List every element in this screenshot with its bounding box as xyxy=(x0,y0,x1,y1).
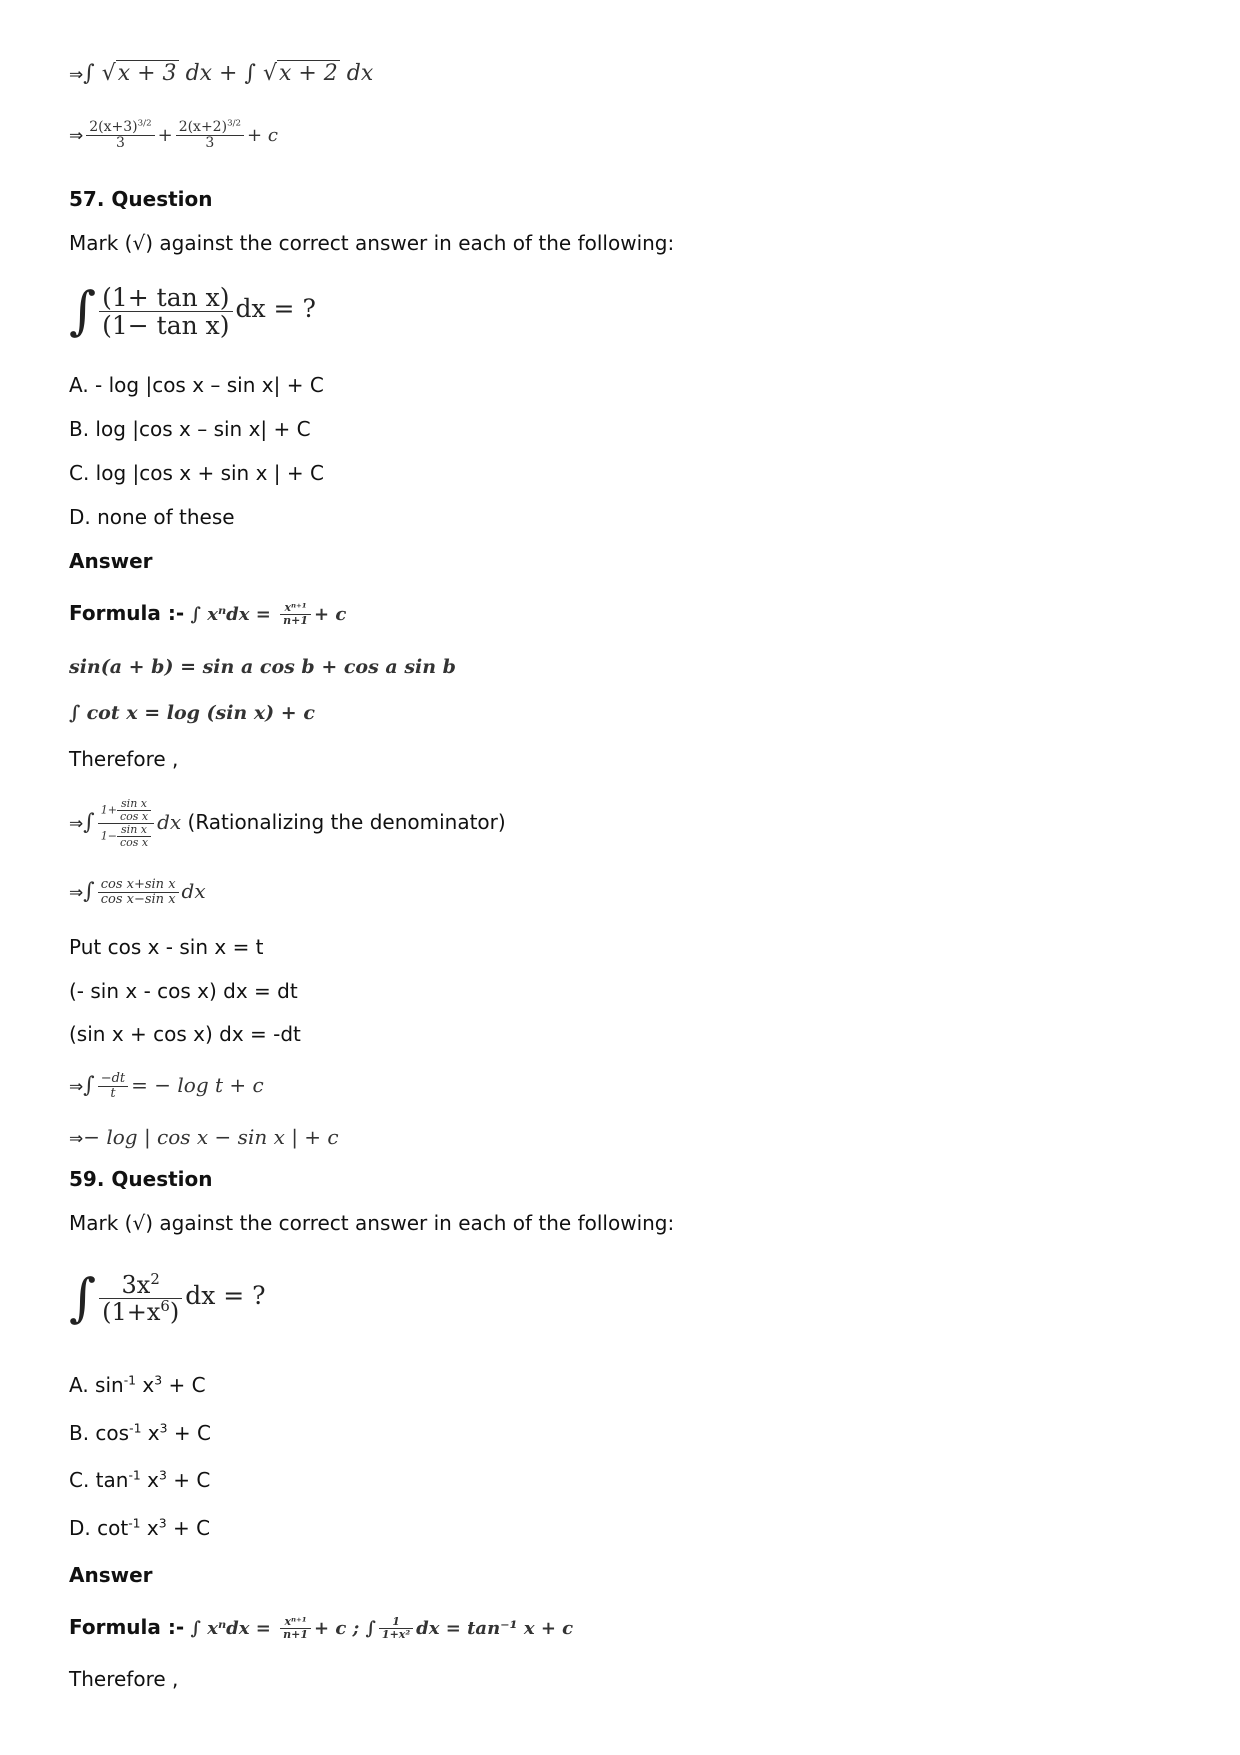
denominator: cos x xyxy=(119,836,149,850)
numerator: (1+ tan x) xyxy=(99,284,232,313)
step-note: (Rationalizing the denominator) xyxy=(187,810,506,834)
numerator: sin x xyxy=(117,824,151,837)
implies-arrow: ⇒ xyxy=(69,65,84,85)
option-text: A. sin xyxy=(69,1373,124,1397)
integral-sign: ∫ xyxy=(69,1268,97,1329)
integral-sign: ∫ xyxy=(83,1073,95,1098)
math-text: dx xyxy=(181,879,206,903)
math-text: ∫ xⁿdx = xyxy=(190,604,278,625)
integral-sign: ∫ xyxy=(83,879,95,904)
math-text: dx = ? xyxy=(185,1281,266,1310)
answer-label: Answer xyxy=(69,549,153,573)
option-text: + C xyxy=(167,1421,211,1445)
exponent: 3/2 xyxy=(227,117,242,128)
question-integral-59 xyxy=(69,1256,266,1339)
option-text: + C xyxy=(166,1468,211,1492)
question-heading-59: 59. Question xyxy=(69,1167,213,1191)
denominator: 1+x² xyxy=(381,1628,411,1641)
superscript: -1 xyxy=(129,1420,142,1436)
option-b[interactable] xyxy=(69,1420,211,1446)
plus-sign: + xyxy=(157,125,173,146)
sqrt-term-1: x + 3 xyxy=(117,61,177,86)
formula-label: Formula :- xyxy=(69,1615,185,1639)
math-text: dx = tan⁻¹ x + c xyxy=(416,1618,574,1639)
denominator: (1+x xyxy=(102,1298,161,1326)
integral-sign: ∫ xyxy=(83,61,95,86)
superscript: 3 xyxy=(159,1420,168,1436)
option-text: x xyxy=(140,1516,159,1540)
implies-arrow: ⇒ xyxy=(69,814,84,834)
step-final xyxy=(69,1120,339,1156)
math-text: dx + xyxy=(185,61,245,86)
identity-cot-integral: ∫ cot x = log (sin x) + c xyxy=(69,702,315,724)
formula-fraction xyxy=(280,1616,311,1641)
option-text: x xyxy=(140,1468,160,1492)
step-log xyxy=(69,1060,264,1112)
option-a[interactable] xyxy=(69,1372,206,1398)
substitution-line-3: (sin x + cos x) dx = -dt xyxy=(69,1022,301,1046)
therefore-text: Therefore , xyxy=(69,1667,179,1691)
option-d[interactable] xyxy=(69,1515,210,1541)
fraction-1 xyxy=(86,117,154,152)
denominator: 3 xyxy=(205,135,215,151)
option-text: C. tan xyxy=(69,1468,129,1492)
fraction xyxy=(98,1072,128,1102)
superscript: 3 xyxy=(158,1515,167,1531)
numerator: 1 xyxy=(379,1616,413,1629)
math-text: dx = ? xyxy=(235,294,316,323)
formula-fraction xyxy=(379,1616,413,1641)
implies-arrow: ⇒ xyxy=(69,883,84,903)
solution-line-antiderivative xyxy=(69,112,278,158)
numerator: xⁿ⁺¹ xyxy=(280,602,311,615)
integral-sign: ∫ xyxy=(244,61,256,86)
implies-arrow: ⇒ xyxy=(69,1129,84,1149)
formula-line xyxy=(69,590,346,638)
solution-line-integral-sum: ⇒∫ √x + 3 dx + ∫ √x + 2 dx xyxy=(69,61,374,86)
option-c[interactable]: C. log |cos x + sin x | + C xyxy=(69,461,324,485)
denominator: 3 xyxy=(115,135,125,151)
formula-fraction xyxy=(280,602,311,627)
integral-sign: ∫ xyxy=(83,810,95,835)
integral-fraction xyxy=(99,284,232,340)
denominator: (1− tan x) xyxy=(102,311,230,340)
option-text: D. cot xyxy=(69,1516,129,1540)
implies-arrow: ⇒ xyxy=(69,1077,84,1097)
formula-label: Formula :- xyxy=(69,601,185,625)
step-rationalize xyxy=(69,790,506,856)
math-text: ∫ xⁿdx = xyxy=(190,1618,278,1639)
question-prompt-59: Mark (√) against the correct answer in each of the following: xyxy=(69,1211,675,1235)
option-c[interactable] xyxy=(69,1467,210,1493)
math-text: + c xyxy=(247,125,278,146)
implies-arrow: ⇒ xyxy=(69,126,84,146)
fraction xyxy=(98,878,179,908)
math-text: 1− xyxy=(100,829,117,843)
denominator: n+1 xyxy=(283,614,308,627)
substitution-line-2: (- sin x - cos x) dx = dt xyxy=(69,979,298,1003)
identity-sin-sum: sin(a + b) = sin a cos b + cos a sin b xyxy=(69,656,456,678)
option-text: B. cos xyxy=(69,1421,130,1445)
math-text: dx xyxy=(157,810,182,834)
fraction-2 xyxy=(176,117,244,152)
denominator: t xyxy=(110,1086,116,1101)
integral-sign: ∫ xyxy=(69,281,97,342)
numerator: −dt xyxy=(98,1072,128,1087)
formula-line xyxy=(69,1604,573,1652)
math-text: ; ∫ xyxy=(346,1618,376,1639)
superscript: 3 xyxy=(154,1372,163,1388)
fraction xyxy=(117,798,151,823)
superscript: -1 xyxy=(128,1467,141,1483)
step-simplified xyxy=(69,866,206,918)
exponent: 3/2 xyxy=(137,117,152,128)
fraction xyxy=(117,824,151,849)
substitution-line-1: Put cos x - sin x = t xyxy=(69,935,264,959)
denominator: cos x−sin x xyxy=(100,892,176,907)
denominator: n+1 xyxy=(283,1628,308,1641)
option-text: + C xyxy=(166,1516,211,1540)
exponent: 6 xyxy=(160,1297,170,1315)
math-text: dx xyxy=(346,61,374,86)
option-text: + C xyxy=(162,1373,206,1397)
numerator: 2(x+2) xyxy=(178,118,228,135)
superscript: -1 xyxy=(123,1372,137,1388)
math-text: = − log t + c xyxy=(131,1073,264,1097)
numerator: cos x+sin x xyxy=(98,878,179,893)
option-d[interactable]: D. none of these xyxy=(69,505,235,529)
superscript: -1 xyxy=(128,1515,141,1531)
question-prompt-57: Mark (√) against the correct answer in each of the following: xyxy=(69,231,675,255)
exponent: 2 xyxy=(150,1269,160,1288)
math-text: − log | cos x − sin x | + c xyxy=(83,1125,339,1149)
integral-fraction xyxy=(99,1269,182,1326)
therefore-text: Therefore , xyxy=(69,747,179,771)
denominator: cos x xyxy=(119,809,149,823)
sqrt-term-2: x + 2 xyxy=(278,61,338,86)
question-heading-57: 57. Question xyxy=(69,187,213,211)
math-text: 1+ xyxy=(100,803,117,817)
math-text: + c xyxy=(314,1618,347,1639)
option-a[interactable]: A. - log |cos x – sin x| + C xyxy=(69,373,324,397)
question-integral-57 xyxy=(69,272,316,349)
math-text: ) xyxy=(169,1298,180,1326)
option-text: x xyxy=(141,1421,160,1445)
compound-fraction xyxy=(98,798,154,849)
superscript: 3 xyxy=(159,1467,167,1483)
numerator: 3x xyxy=(121,1270,151,1299)
math-text: + c xyxy=(314,604,347,625)
numerator: xⁿ⁺¹ xyxy=(280,1616,311,1629)
option-text: x xyxy=(136,1373,155,1397)
numerator: 2(x+3) xyxy=(89,118,138,135)
numerator: sin x xyxy=(117,798,151,811)
answer-label: Answer xyxy=(69,1563,153,1587)
option-b[interactable]: B. log |cos x – sin x| + C xyxy=(69,417,311,441)
